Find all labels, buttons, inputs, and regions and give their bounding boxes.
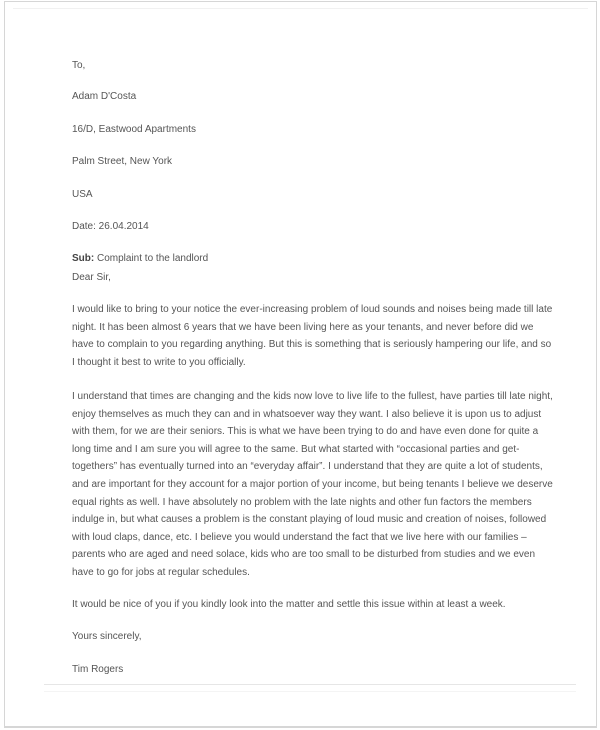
letter-date: Date: 26.04.2014 xyxy=(72,221,149,232)
greeting: Dear Sir, xyxy=(72,272,111,283)
paragraph-line: equal rights as well. I have absolutely no problem with the late nights and other fun factors the members xyxy=(72,496,532,508)
paragraph-line: and are important for they account for a major portion of your income, but being tenants I believe we deserve xyxy=(72,479,553,490)
paragraph-line: with loud claps, dance, etc. I believe you would understand the fact that we live here with our families – xyxy=(72,531,527,543)
paragraph-line: long time and I am sure you will agree to the same. But what started with “occasional parties and get- xyxy=(72,443,520,455)
paragraph-3: It would be nice of you if you kindly look into the matter and settle this issue within at least a week. xyxy=(72,599,506,610)
paragraph-line: parents who are aged and need solace, kids who are too small to be disturbed from studies and we even xyxy=(72,549,536,561)
recipient-name: Adam D'Costa xyxy=(72,91,137,102)
closing: Yours sincerely, xyxy=(72,631,142,642)
paragraph-line: have to go for jobs at regular schedules. xyxy=(72,567,250,578)
paragraph-line: I understand that times are changing and the kids now love to live life to the fullest, have parties till late night, xyxy=(72,391,553,402)
page-top-divider xyxy=(13,8,588,9)
subject-line xyxy=(72,253,208,265)
salutation-to: To, xyxy=(72,60,86,71)
paragraph-line: enjoy themselves as much they can and in whatsoever way they want. I also believe it is upon us to adjust xyxy=(72,408,542,420)
paragraph-line: night. It has been almost 6 years that we have been living here as your tenants, and never before did we xyxy=(72,321,534,333)
page-bottom-divider xyxy=(44,684,576,685)
paragraph-line: togethers” has eventually turned into an “everyday affair”. I understand that they are quite a lot of students, xyxy=(72,461,543,473)
paragraph-line: with them, for we are their seniors. This is what we have been trying to do and have even done for quite a xyxy=(72,426,539,438)
address-line-2: Palm Street, New York xyxy=(72,156,173,167)
subject-text: Complaint to the landlord xyxy=(94,253,209,264)
address-line-1: 16/D, Eastwood Apartments xyxy=(72,124,196,135)
country: USA xyxy=(72,189,93,200)
paragraph-line: indulge in, but what causes a problem is the constant playing of loud music and creation of noises, followed xyxy=(72,514,547,526)
signature-name: Tim Rogers xyxy=(72,664,124,675)
subject-label: Sub: xyxy=(72,253,95,264)
paragraph-line: I thought it best to write to you officially. xyxy=(72,356,246,368)
page-bottom-divider-shadow xyxy=(44,691,576,692)
paragraph-line: have to complain to you regarding anything. But this is something that is seriously hampering our life, and so xyxy=(72,339,552,351)
paragraph-line: I would like to bring to your notice the ever-increasing problem of loud sounds and noises being made till late xyxy=(72,304,553,315)
